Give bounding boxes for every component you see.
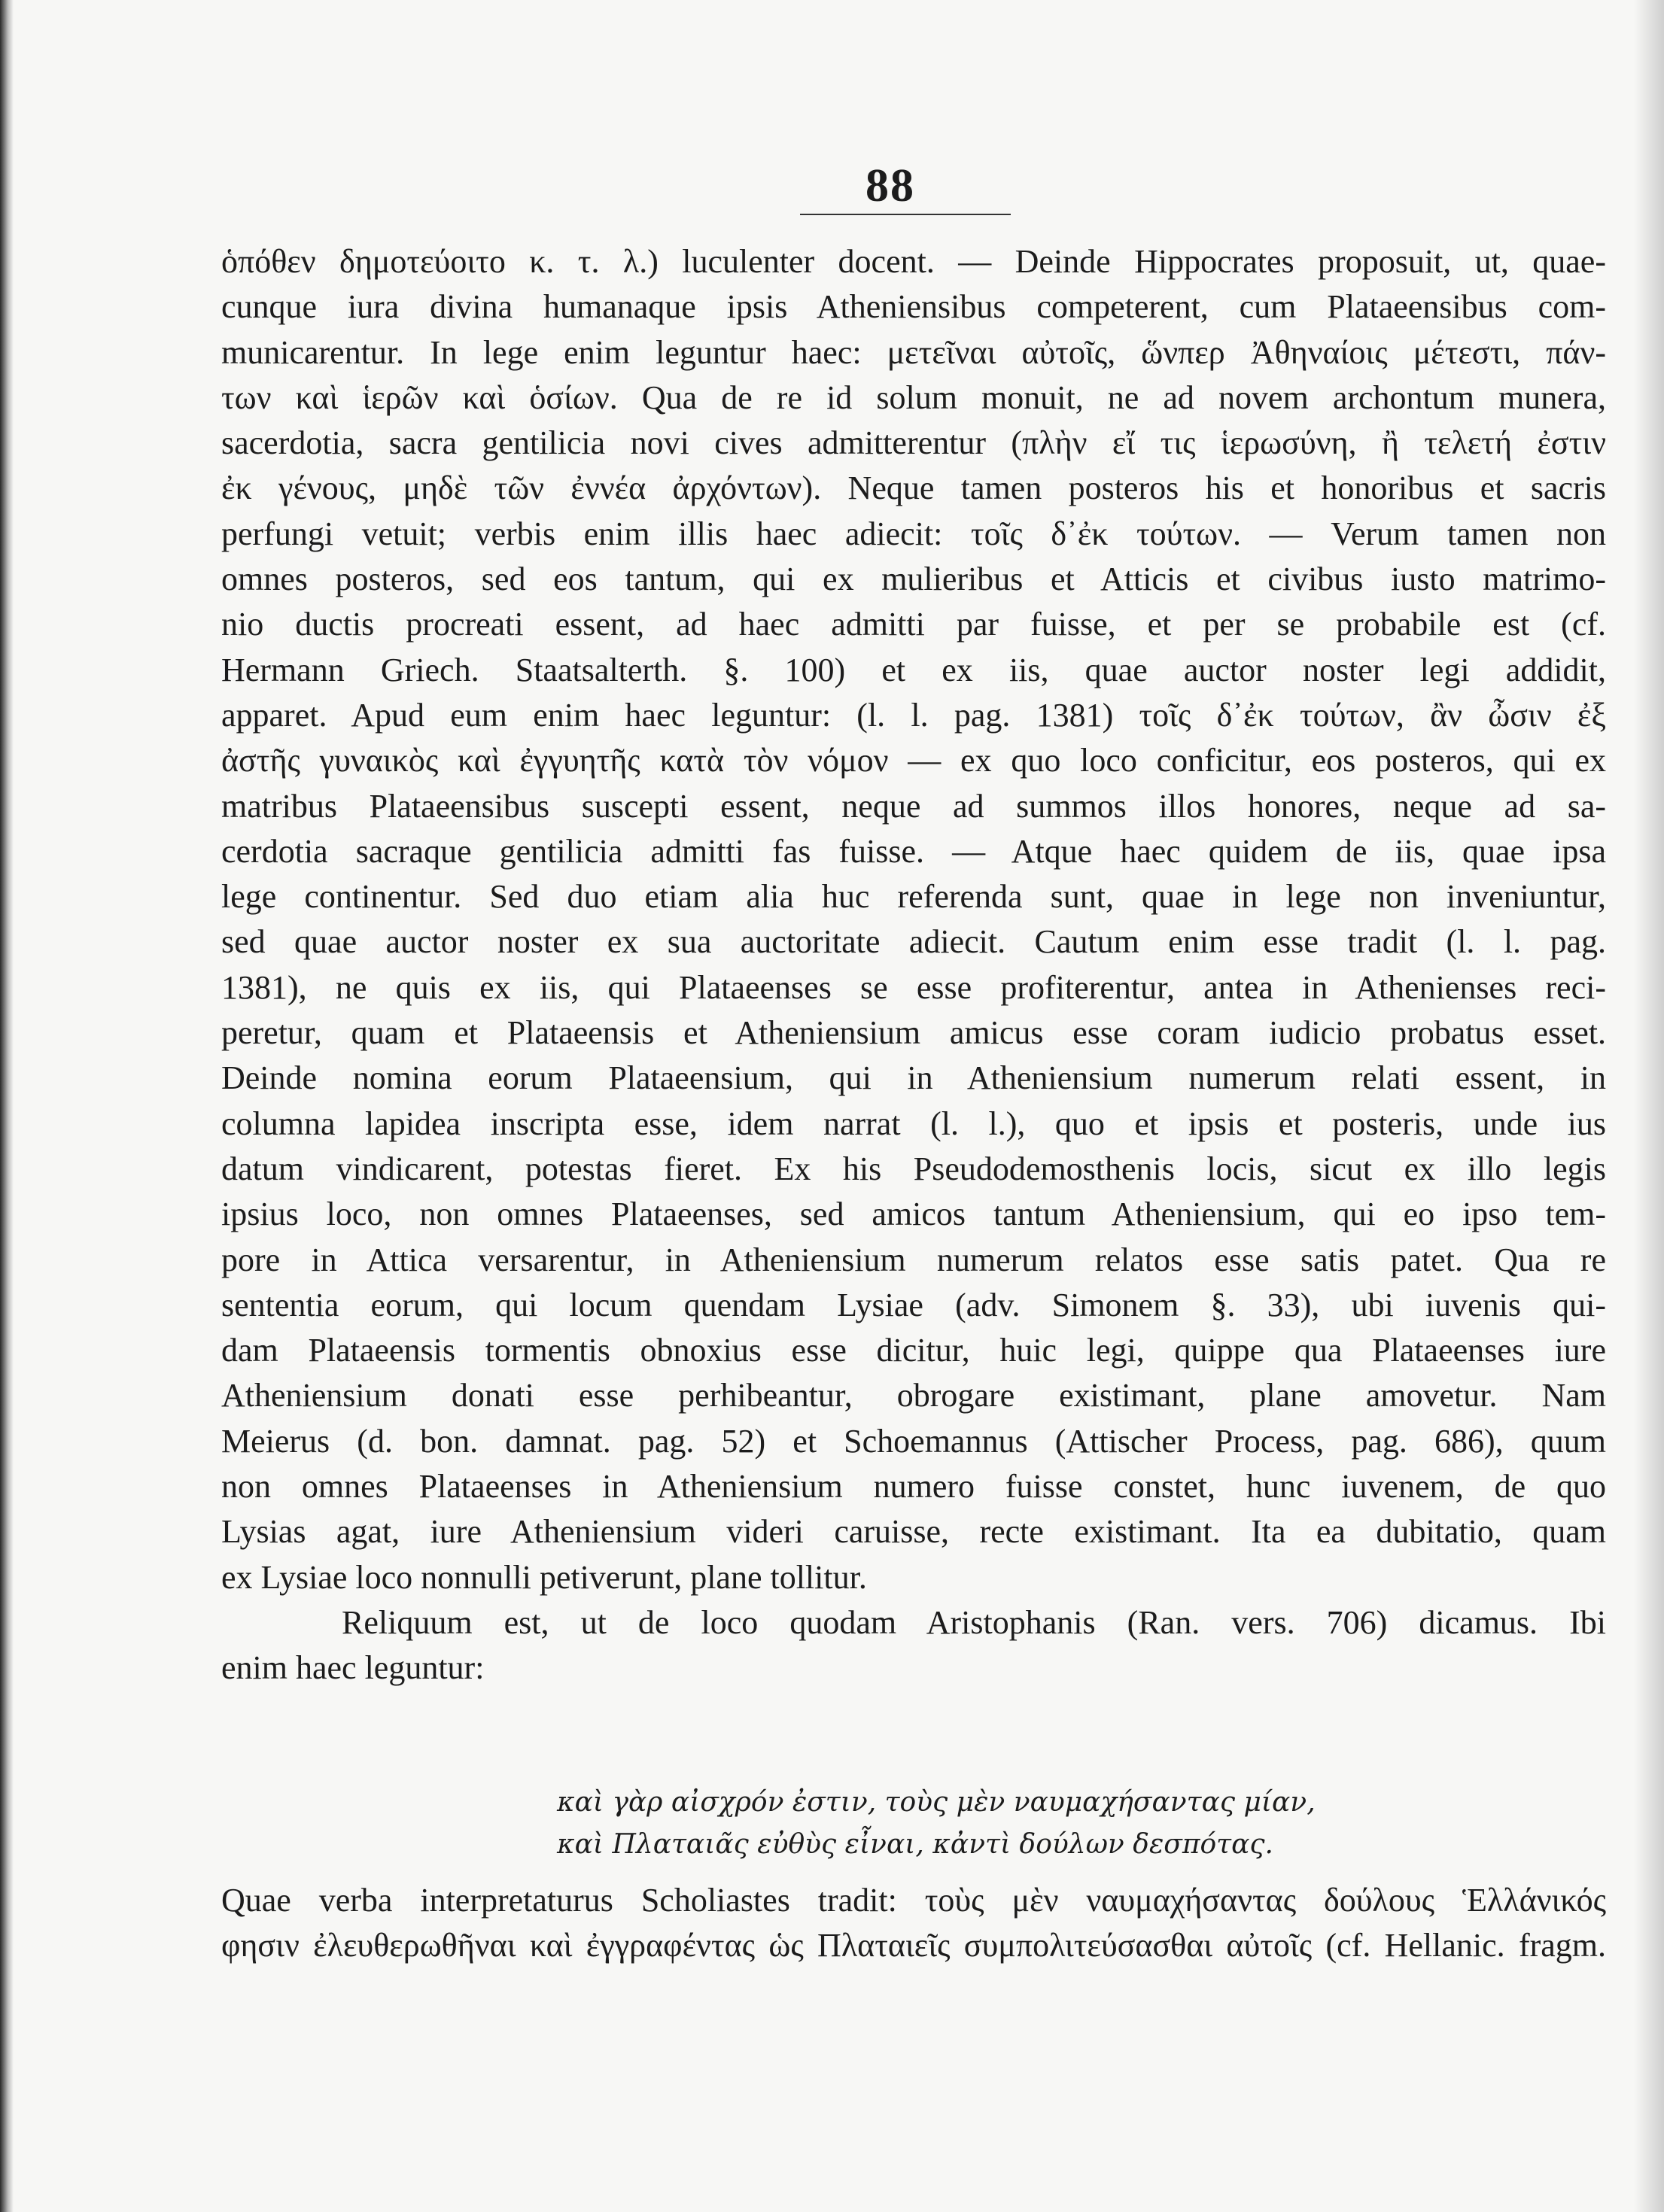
text-line: omnes posteros, sed eos tantum, qui ex mulieribus et Atticis et civibus iusto matrimo- <box>221 561 1606 598</box>
text-line: ὁπόθεν δημοτεύοιτο κ. τ. λ.) luculenter docent. — Deinde Hippocrates proposuit, ut, quae- <box>221 243 1606 280</box>
page-number-rule <box>800 214 1011 215</box>
text-line: Meierus (d. bon. damnat. pag. 52) et Schoemannus (Attischer Process, pag. 686), quum <box>221 1422 1606 1460</box>
text-line: datum vindicarent, potestas fieret. Ex his Pseudodemosthenis locis, sicut ex illo legis <box>221 1150 1606 1187</box>
verse-line: καὶ Πλαταιᾶς εὐθὺς εἶναι, κἀντὶ δούλων δεσπότας. <box>557 1829 1273 1860</box>
text-line: Hermann Griech. Staatsalterth. §. 100) et ex iis, quae auctor noster legi addidit, <box>221 651 1606 688</box>
text-line: ἀστῆς γυναικὸς καὶ ἐγγυητῆς κατὰ τὸν νόμον — ex quo loco conficitur, eos posteros, qui ex <box>221 742 1606 779</box>
text-line: nio ductis procreati essent, ad haec admitti par fuisse, et per se probabile est (cf. <box>221 606 1606 643</box>
text-line: perfungi vetuit; verbis enim illis haec adiecit: τοῖς δ᾽ἐκ τούτων. — Verum tamen non <box>221 515 1606 552</box>
text-line: matribus Plataeensibus suscepti essent, neque ad summos illos honores, neque ad sa- <box>221 787 1606 825</box>
text-line: ἐκ γένους, μηδὲ τῶν ἐννέα ἀρχόντων). Neque tamen posteros his et honoribus et sacris <box>221 469 1606 507</box>
text-line: Deinde nomina eorum Plataeensium, qui in Atheniensium numerum relati essent, in <box>221 1059 1606 1097</box>
page-number: 88 <box>865 160 915 211</box>
text-line: ex Lysiae loco nonnulli petiverunt, plane tollitur. <box>221 1558 867 1596</box>
text-line: enim haec leguntur: <box>221 1649 485 1687</box>
main-paragraph <box>221 239 1606 1691</box>
verse-quotation <box>557 1782 1385 1866</box>
scan-edge-left <box>0 0 14 2212</box>
text-line: municarentur. In lege enim leguntur haec: μετεῖναι αὐτοῖς, ὥνπερ Ἀθηναίοις μέτεστι, πάν- <box>221 333 1606 371</box>
text-line: peretur, quam et Plataeensis et Atheniensium amicus esse coram iudicio probatus esset. <box>221 1014 1606 1052</box>
text-line: cunque iura divina humanaque ipsis Atheniensibus competerent, cum Plataeensibus com- <box>221 288 1606 326</box>
text-line: pore in Attica versarentur, in Atheniensium numerum relatos esse satis patet. Qua re <box>221 1241 1606 1278</box>
text-line: Atheniensium donati esse perhibeantur, obrogare existimant, plane amovetur. Nam <box>221 1377 1606 1414</box>
text-line: sententia eorum, qui locum quendam Lysiae (adv. Simonem §. 33), ubi iuvenis qui- <box>221 1286 1606 1323</box>
verse-line: καὶ γὰρ αἰσχρόν ἐστιν, τοὺς μὲν ναυμαχήσαντας μίαν, <box>557 1787 1316 1818</box>
text-line: 1381), ne quis ex iis, qui Plataeenses se esse profiterentur, antea in Athenienses reci- <box>221 968 1606 1006</box>
text-line: lege continentur. Sed duo etiam alia huc referenda sunt, quae in lege non inveniuntur, <box>221 878 1606 916</box>
text-line: sacerdotia, sacra gentilicia novi cives admitterentur (πλὴν εἴ τις ἱερωσύνη, ἢ τελετή ἐστιν <box>221 424 1606 462</box>
text-line: sed quae auctor noster ex sua auctoritate adiecit. Cautum enim esse tradit (l. l. pag. <box>221 923 1606 961</box>
text-line: των καὶ ἱερῶν καὶ ὁσίων. Qua de re id solum monuit, ne ad novem archontum munera, <box>221 378 1606 416</box>
scan-edge-right <box>1634 0 1664 2212</box>
text-line: ipsius loco, non omnes Plataeenses, sed amicos tantum Atheniensium, qui eo ipso tem- <box>221 1196 1606 1233</box>
text-line: apparet. Apud eum enim haec leguntur: (l. l. pag. 1381) τοῖς δ᾽ἐκ τούτων, ἂν ὦσιν ἐξ <box>221 696 1606 734</box>
text-line: Quae verba interpretaturus Scholiastes tradit: τοὺς μὲν ναυμαχήσαντας δούλους Ἑλλάνικός <box>221 1882 1606 1919</box>
text-line: φησιν ἐλευθερωθῆναι καὶ ἐγγραφέντας ὡς Πλαταιεῖς συμπολιτεύσασθαι αὐτοῖς (cf. Hellanic. fragm. <box>221 1927 1606 1964</box>
text-line: Reliquum est, ut de loco quodam Aristophanis (Ran. vers. 706) dicamus. Ibi <box>342 1603 1606 1641</box>
text-line: dam Plataeensis tormentis obnoxius esse dicitur, huic legi, quippe qua Plataeenses iure <box>221 1332 1606 1369</box>
text-line: Lysias agat, iure Atheniensium videri caruisse, recte existimant. Ita ea dubitatio, quam <box>221 1513 1606 1551</box>
text-line: columna lapidea inscripta esse, idem narrat (l. l.), quo et ipsis et posteris, unde ius <box>221 1104 1606 1142</box>
text-line: cerdotia sacraque gentilicia admitti fas fuisse. — Atque haec quidem de iis, quae ipsa <box>221 832 1606 870</box>
closing-paragraph <box>221 1878 1606 1969</box>
text-line: non omnes Plataeenses in Atheniensium numero fuisse constet, hunc iuvenem, de quo <box>221 1468 1606 1506</box>
